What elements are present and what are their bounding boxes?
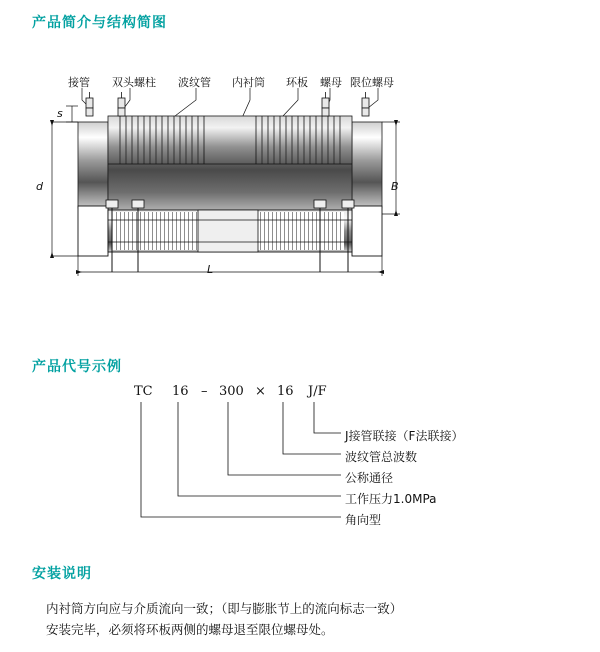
dimension-label-L: L — [207, 263, 214, 276]
page-title-code: 产品代号示例 — [32, 359, 122, 375]
code-token-4: × — [255, 384, 266, 399]
page-title-install: 安装说明 — [32, 566, 92, 582]
install-note-line-0: 内衬筒方向应与介质流向一致；（即与膨胀节上的流向标志一致） — [46, 601, 403, 616]
product-code-example — [0, 380, 600, 540]
code-token-5: 16 — [277, 384, 294, 399]
install-note-line-1: 安装完毕，必须将环板两侧的螺母退至限位螺母处。 — [46, 622, 334, 637]
callout-label-1: 双头螺柱 — [112, 76, 156, 89]
dimension-label-B: B — [391, 180, 399, 193]
code-token-6: J/F — [308, 384, 327, 399]
callout-label-4: 环板 — [286, 76, 308, 89]
diagram-svg — [0, 60, 600, 290]
code-token-0: TC — [134, 384, 153, 399]
dimension-label-d: d — [36, 180, 43, 193]
dimension-label-s: s — [57, 107, 63, 120]
callout-label-5: 螺母 — [320, 76, 342, 89]
code-leader-lines — [0, 380, 600, 540]
install-notes — [46, 598, 566, 640]
callout-label-2: 波纹管 — [178, 76, 211, 89]
callout-label-3: 内衬筒 — [232, 76, 265, 89]
code-token-1: 16 — [172, 384, 189, 399]
code-desc-2: 公称通径 — [345, 471, 394, 485]
code-desc-3: 工作压力1.0MPa — [345, 492, 437, 506]
code-desc-0: J接管联接（F法联接） — [345, 429, 464, 443]
code-token-3: 300 — [219, 384, 244, 399]
structure-diagram — [0, 60, 600, 290]
code-desc-1: 波纹管总波数 — [345, 450, 418, 464]
page-title-intro: 产品简介与结构简图 — [32, 15, 167, 31]
code-desc-4: 角向型 — [345, 513, 382, 527]
code-token-2: – — [201, 384, 208, 399]
callout-label-6: 限位螺母 — [350, 76, 394, 89]
callout-label-0: 接管 — [68, 76, 90, 89]
